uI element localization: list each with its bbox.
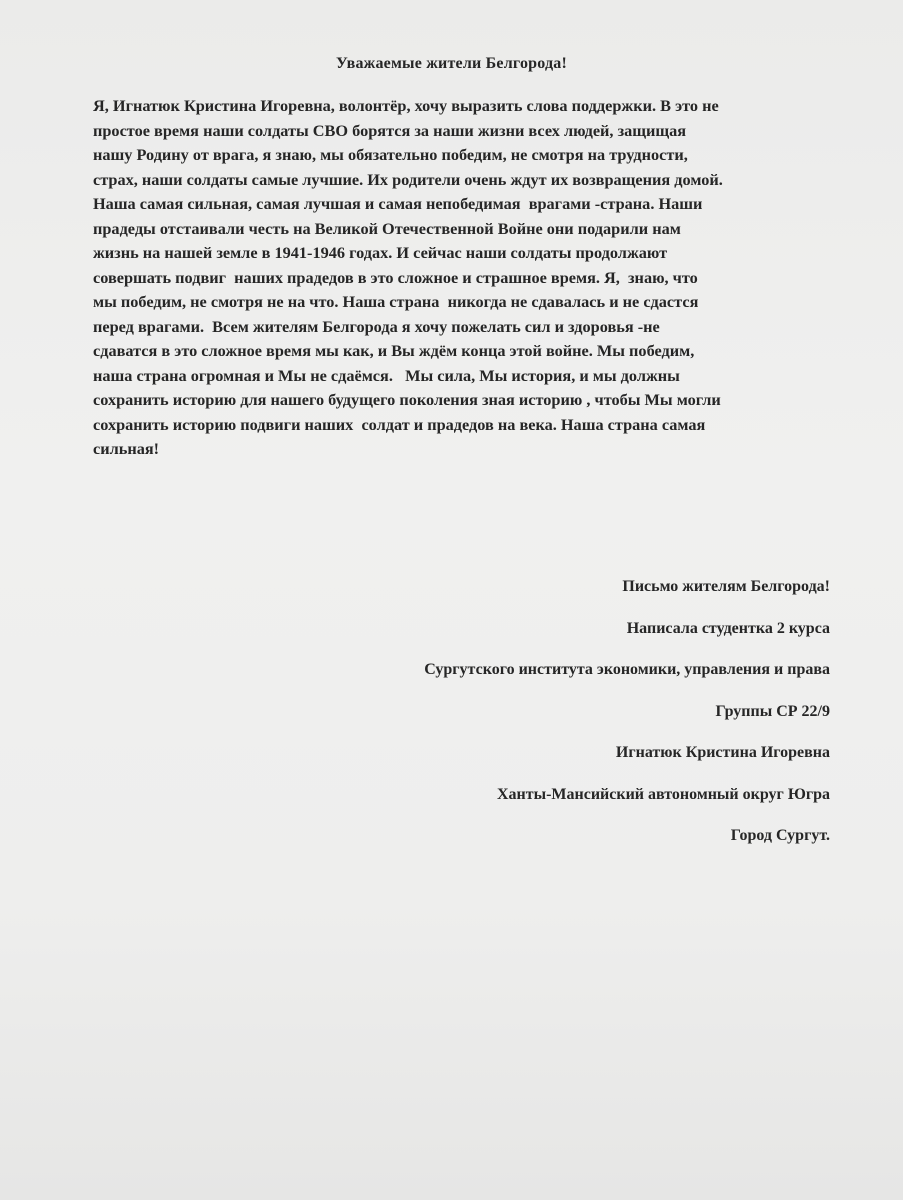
body-line: простое время наши солдаты СВО борятся за наши жизни всех людей, защищая [93, 120, 687, 140]
body-line: сдаватся в это сложное время мы как, и Вы ждём конца этой войне. Мы победим, [93, 341, 695, 360]
letter-title: Уважаемые жители Белгорода! [335, 55, 568, 72]
body-line: прадеды отстаивали честь на Великой Отечественной Войне они подарили нам [93, 218, 681, 238]
body-line: совершать подвиг наших прадедов в это сложное и страшное время. Я, знаю, что [93, 267, 698, 287]
body-line: Я, Игнатюк Кристина Игоревна, волонтёр, хочу выразить слова поддержки. В это не [93, 96, 719, 115]
body-line: Наша самая сильная, самая лучшая и самая непобедимая врагами -страна. Наши [93, 194, 703, 213]
body-line: перед врагами. Всем жителям Белгорода я хочу пожелать сил и здоровья -не [93, 316, 660, 336]
body-line: жизнь на нашей земле в 1941-1946 годах. И сейчас наши солдаты продолжают [93, 243, 668, 262]
body-line: сильная! [93, 439, 160, 458]
signature-block [310, 566, 830, 857]
signature-author-role: Написала студентка 2 курса [626, 619, 830, 637]
body-line: наша страна огромная и Мы не сдаёмся. Мы сила, Мы история, и мы должны [93, 365, 680, 385]
body-line: страх, наши солдаты самые лучшие. Их родители очень ждут их возвращения домой. [93, 169, 723, 189]
body-line: нашу Родину от врага, я знаю, мы обязательно победим, не смотря на трудности, [93, 145, 688, 164]
signature-group: Группы СР 22/9 [715, 702, 830, 720]
body-line: мы победим, не смотря не на что. Наша страна никогда не сдавалась и не сдастся [93, 292, 699, 311]
body-line: сохранить историю для нашего будущего поколения зная историю , чтобы Мы могли [93, 390, 721, 409]
signature-institute: Сургутского института экономики, управления и права [424, 661, 830, 678]
letter-body [93, 94, 838, 462]
signature-city: Город Сургут. [730, 827, 830, 844]
signature-letter-label: Письмо жителям Белгорода! [622, 578, 830, 595]
signature-author-name: Игнатюк Кристина Игоревна [615, 744, 830, 761]
signature-region: Ханты-Мансийский автономный округ Югра [496, 785, 830, 803]
body-line: сохранить историю подвиги наших солдат и прадедов на века. Наша страна самая [93, 414, 706, 434]
